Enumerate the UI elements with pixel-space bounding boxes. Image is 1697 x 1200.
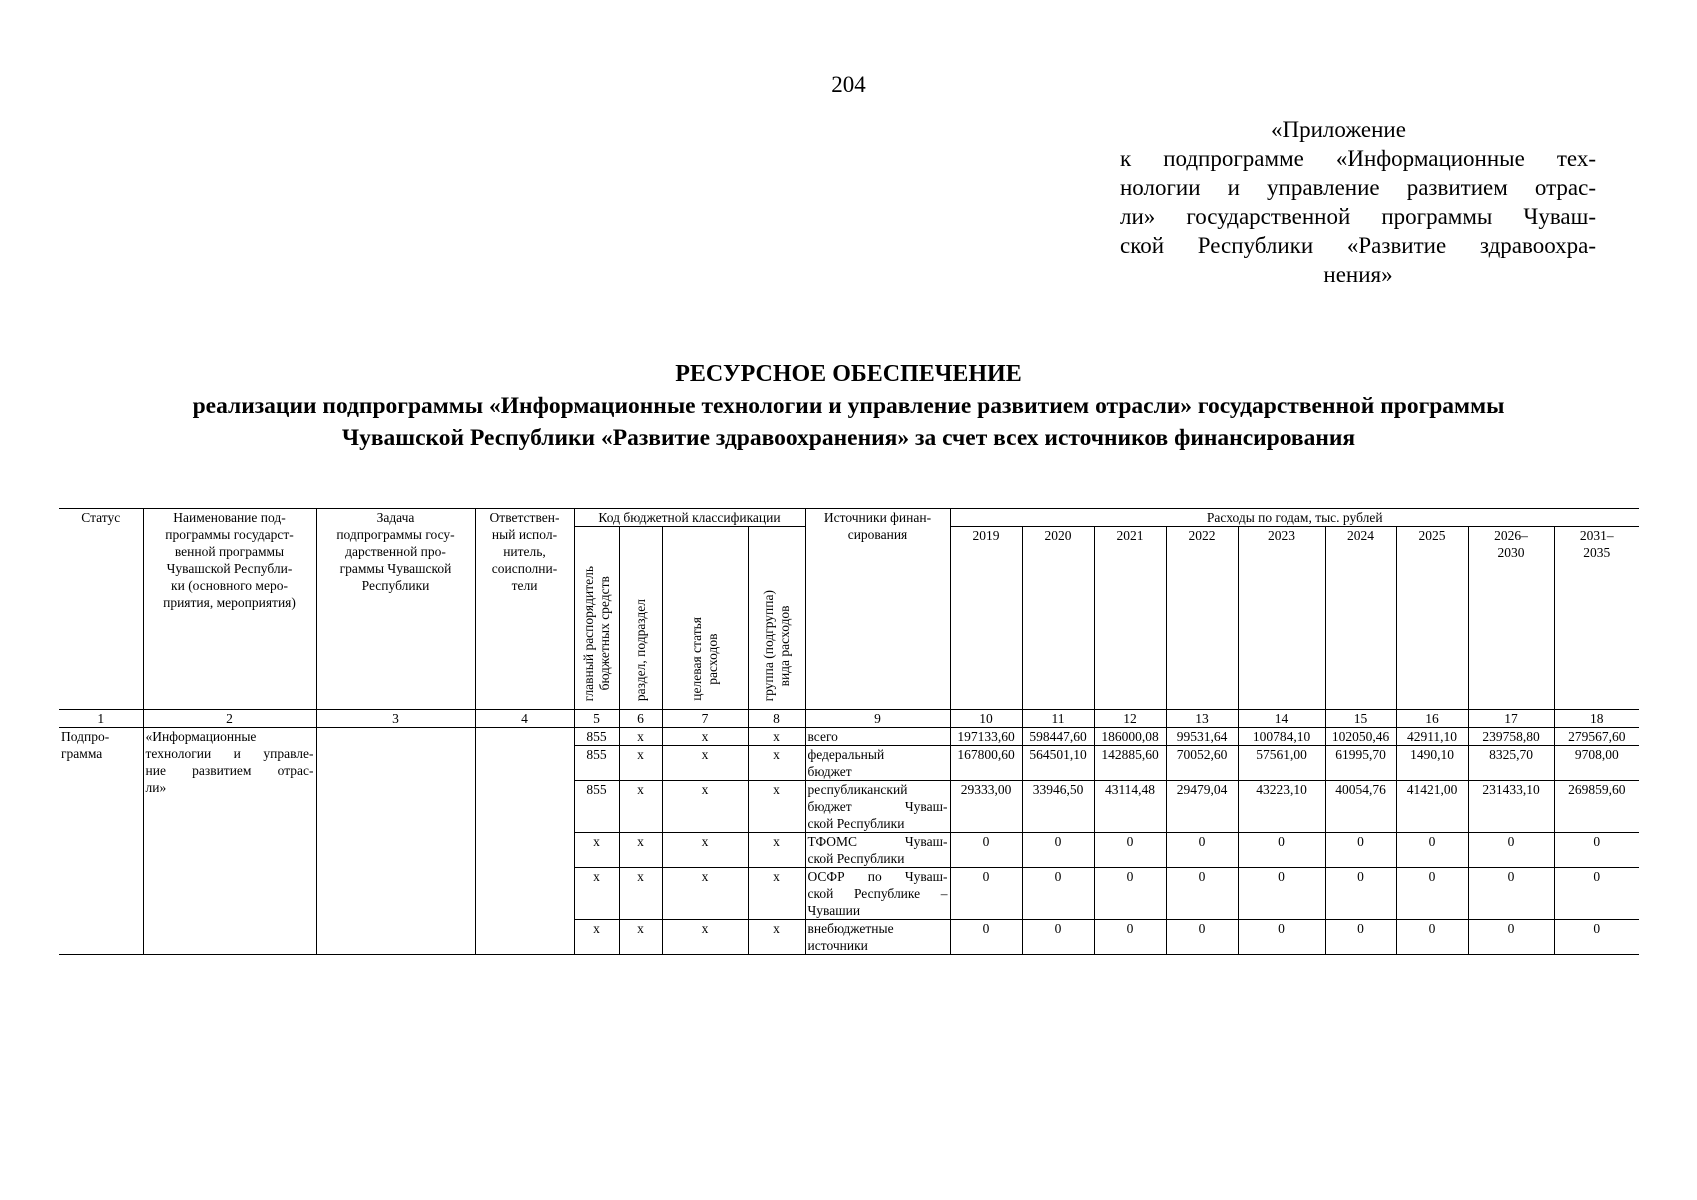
column-number: 18 bbox=[1554, 710, 1639, 728]
column-number: 16 bbox=[1396, 710, 1468, 728]
value-cell: 40054,76 bbox=[1325, 781, 1396, 833]
value-cell: 0 bbox=[1396, 868, 1468, 920]
header-year: 2025 bbox=[1396, 527, 1468, 710]
column-number: 17 bbox=[1468, 710, 1554, 728]
value-cell: 0 bbox=[1238, 868, 1325, 920]
title-line: реализации подпрограммы «Информационные технологии и управление развитием отрасли» государственной программы bbox=[192, 393, 1505, 419]
header-year: 2021 bbox=[1094, 527, 1166, 710]
header-sources: Источники финан- сирования bbox=[805, 509, 950, 710]
appendix-note bbox=[1120, 115, 1596, 289]
value-cell: 142885,60 bbox=[1094, 746, 1166, 781]
value-cell: 0 bbox=[1022, 920, 1094, 955]
column-number: 13 bbox=[1166, 710, 1238, 728]
header-expense-group: группа (подгруппа) вида расходов bbox=[748, 527, 805, 710]
value-cell: 167800,60 bbox=[950, 746, 1022, 781]
header-year: 2023 bbox=[1238, 527, 1325, 710]
header-year: 2026– 2030 bbox=[1468, 527, 1554, 710]
source-cell: всего bbox=[805, 728, 950, 746]
code-cell: х bbox=[662, 868, 748, 920]
value-cell: 8325,70 bbox=[1468, 746, 1554, 781]
value-cell: 29333,00 bbox=[950, 781, 1022, 833]
column-number: 10 bbox=[950, 710, 1022, 728]
value-cell: 33946,50 bbox=[1022, 781, 1094, 833]
header-target-article: целевая статья расходов bbox=[662, 527, 748, 710]
column-number: 2 bbox=[143, 710, 316, 728]
code-cell: 855 bbox=[574, 728, 619, 746]
value-cell: 0 bbox=[1396, 920, 1468, 955]
source-cell: республиканский бюджет Чуваш- ской Республики bbox=[805, 781, 950, 833]
column-number: 6 bbox=[619, 710, 662, 728]
source-cell: ТФОМС Чуваш- ской Республики bbox=[805, 833, 950, 868]
value-cell: 0 bbox=[1094, 833, 1166, 868]
title-main: РЕСУРСНОЕ ОБЕСПЕЧЕНИЕ bbox=[675, 361, 1022, 387]
header-year: 2020 bbox=[1022, 527, 1094, 710]
header-row bbox=[59, 509, 1639, 527]
value-cell: 9708,00 bbox=[1554, 746, 1639, 781]
source-cell: ОСФР по Чуваш- ской Республике – Чувашии bbox=[805, 868, 950, 920]
code-cell: х bbox=[748, 728, 805, 746]
value-cell: 61995,70 bbox=[1325, 746, 1396, 781]
header-chief-manager: главный распорядитель бюджетных средств bbox=[574, 527, 619, 710]
source-cell: федеральный бюджет bbox=[805, 746, 950, 781]
code-cell: х bbox=[574, 868, 619, 920]
value-cell: 100784,10 bbox=[1238, 728, 1325, 746]
header-status: Статус bbox=[59, 509, 143, 710]
value-cell: 0 bbox=[1022, 868, 1094, 920]
column-number: 12 bbox=[1094, 710, 1166, 728]
value-cell: 598447,60 bbox=[1022, 728, 1094, 746]
column-number: 3 bbox=[316, 710, 475, 728]
resource-table bbox=[59, 508, 1639, 955]
value-cell: 239758,80 bbox=[1468, 728, 1554, 746]
value-cell: 279567,60 bbox=[1554, 728, 1639, 746]
responsible-cell bbox=[475, 728, 574, 955]
header-task: Задача подпрограммы госу- дарственной про- граммы Чувашской Республики bbox=[316, 509, 475, 710]
code-cell: х bbox=[619, 868, 662, 920]
code-cell: х bbox=[662, 746, 748, 781]
value-cell: 0 bbox=[1468, 868, 1554, 920]
value-cell: 0 bbox=[1325, 920, 1396, 955]
header-year: 2022 bbox=[1166, 527, 1238, 710]
code-cell: х bbox=[662, 781, 748, 833]
code-cell: х bbox=[748, 833, 805, 868]
header-section: раздел, подраздел bbox=[619, 527, 662, 710]
title-line: Чувашской Республики «Развитие здравоохранения» за счет всех источников финансирования bbox=[341, 425, 1356, 451]
value-cell: 0 bbox=[950, 920, 1022, 955]
value-cell: 1490,10 bbox=[1396, 746, 1468, 781]
header-year: 2019 bbox=[950, 527, 1022, 710]
code-cell: х bbox=[662, 728, 748, 746]
value-cell: 0 bbox=[1094, 920, 1166, 955]
value-cell: 231433,10 bbox=[1468, 781, 1554, 833]
appendix-line: нологии и управление развитием отрас- bbox=[1120, 175, 1596, 200]
code-cell: х bbox=[748, 920, 805, 955]
column-number: 11 bbox=[1022, 710, 1094, 728]
source-cell: внебюджетные источники bbox=[805, 920, 950, 955]
task-cell bbox=[316, 728, 475, 955]
value-cell: 564501,10 bbox=[1022, 746, 1094, 781]
column-number: 8 bbox=[748, 710, 805, 728]
column-number: 9 bbox=[805, 710, 950, 728]
code-cell: х bbox=[619, 746, 662, 781]
column-number-row bbox=[59, 710, 1639, 728]
value-cell: 42911,10 bbox=[1396, 728, 1468, 746]
appendix-line: нения» bbox=[1323, 262, 1393, 287]
code-cell: х bbox=[748, 746, 805, 781]
code-cell: х bbox=[619, 833, 662, 868]
code-cell: х bbox=[619, 920, 662, 955]
header-year: 2031– 2035 bbox=[1554, 527, 1639, 710]
code-cell: х bbox=[748, 868, 805, 920]
value-cell: 57561,00 bbox=[1238, 746, 1325, 781]
value-cell: 0 bbox=[1238, 920, 1325, 955]
code-cell: х bbox=[619, 728, 662, 746]
header-expenses: Расходы по годам, тыс. рублей bbox=[950, 509, 1639, 527]
value-cell: 0 bbox=[1325, 868, 1396, 920]
page-number: 204 bbox=[831, 72, 866, 97]
table-row bbox=[59, 728, 1639, 746]
value-cell: 99531,64 bbox=[1166, 728, 1238, 746]
code-cell: 855 bbox=[574, 746, 619, 781]
appendix-line: ли» государственной программы Чуваш- bbox=[1120, 204, 1596, 229]
value-cell: 0 bbox=[1022, 833, 1094, 868]
code-cell: х bbox=[662, 833, 748, 868]
value-cell: 0 bbox=[1238, 833, 1325, 868]
value-cell: 0 bbox=[1468, 920, 1554, 955]
header-year: 2024 bbox=[1325, 527, 1396, 710]
value-cell: 0 bbox=[1325, 833, 1396, 868]
value-cell: 0 bbox=[1166, 920, 1238, 955]
value-cell: 0 bbox=[1554, 833, 1639, 868]
value-cell: 0 bbox=[1166, 868, 1238, 920]
appendix-line: «Приложение bbox=[1271, 117, 1406, 142]
value-cell: 41421,00 bbox=[1396, 781, 1468, 833]
value-cell: 197133,60 bbox=[950, 728, 1022, 746]
appendix-line: к подпрограмме «Информационные тех- bbox=[1120, 146, 1596, 171]
header-name: Наименование под- программы государст- венной программы Чувашской Республи- ки (основного меро- приятия, мероприятия) bbox=[143, 509, 316, 710]
code-cell: х bbox=[619, 781, 662, 833]
value-cell: 0 bbox=[1468, 833, 1554, 868]
column-number: 15 bbox=[1325, 710, 1396, 728]
value-cell: 0 bbox=[1554, 920, 1639, 955]
value-cell: 186000,08 bbox=[1094, 728, 1166, 746]
header-responsible: Ответствен- ный испол- нитель, соисполни- тели bbox=[475, 509, 574, 710]
code-cell: х bbox=[662, 920, 748, 955]
value-cell: 0 bbox=[1396, 833, 1468, 868]
value-cell: 29479,04 bbox=[1166, 781, 1238, 833]
status-cell: Подпро- грамма bbox=[59, 728, 143, 955]
code-cell: х bbox=[748, 781, 805, 833]
value-cell: 102050,46 bbox=[1325, 728, 1396, 746]
value-cell: 70052,60 bbox=[1166, 746, 1238, 781]
code-cell: х bbox=[574, 833, 619, 868]
appendix-line: ской Республики «Развитие здравоохра- bbox=[1120, 233, 1596, 258]
code-cell: 855 bbox=[574, 781, 619, 833]
column-number: 7 bbox=[662, 710, 748, 728]
header-budget-code: Код бюджетной классификации bbox=[574, 509, 805, 527]
document-title bbox=[0, 358, 1697, 454]
column-number: 14 bbox=[1238, 710, 1325, 728]
value-cell: 0 bbox=[1094, 868, 1166, 920]
code-cell: х bbox=[574, 920, 619, 955]
value-cell: 43223,10 bbox=[1238, 781, 1325, 833]
value-cell: 0 bbox=[1166, 833, 1238, 868]
column-number: 4 bbox=[475, 710, 574, 728]
value-cell: 43114,48 bbox=[1094, 781, 1166, 833]
value-cell: 0 bbox=[950, 868, 1022, 920]
value-cell: 269859,60 bbox=[1554, 781, 1639, 833]
column-number: 5 bbox=[574, 710, 619, 728]
column-number: 1 bbox=[59, 710, 143, 728]
program-name-cell: «Информационные технологии и управле- ние развитием отрас- ли» bbox=[143, 728, 316, 955]
value-cell: 0 bbox=[1554, 868, 1639, 920]
value-cell: 0 bbox=[950, 833, 1022, 868]
